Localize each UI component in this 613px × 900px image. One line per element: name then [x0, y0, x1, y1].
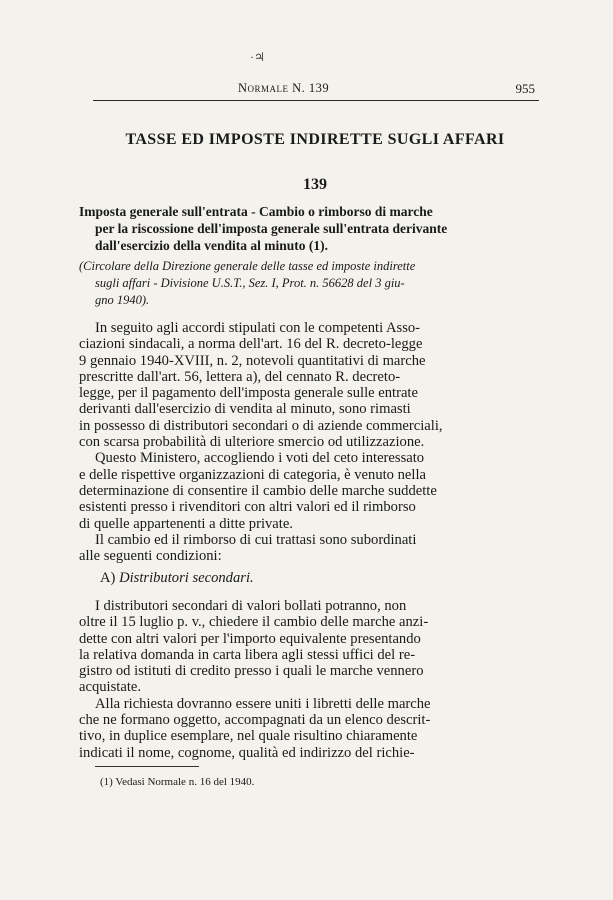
text-line: tivo, in duplice esemplare, nel quale risultino chiaramente — [79, 728, 418, 745]
subsection-prefix: A) — [100, 570, 116, 586]
text-line: I distributori secondari di valori bollati potranno, non — [95, 598, 407, 614]
text-line: dette con altri valori per l'importo equivalente presentando — [79, 630, 421, 647]
text-line: oltre il 15 luglio p. v., chiedere il cambio delle marche anzi- — [79, 614, 429, 631]
footnote: (1) Vedasi Normale n. 16 del 1940. — [100, 776, 255, 788]
printer-mark: ·♃ — [250, 50, 265, 64]
footnote-rule — [95, 766, 199, 767]
text-line: derivanti dall'esercizio di vendita al minuto, sono rimasti — [79, 401, 411, 418]
text-line: Questo Ministero, accogliendo i voti del ceto interessato — [95, 450, 425, 467]
running-head: Normale N. 139 — [238, 81, 330, 95]
text-line: gistro od istituti di credito presso i quali le marche vennero — [79, 663, 424, 680]
text-line: di quelle appartenenti a ditte private. — [79, 515, 293, 532]
text-line: prescritte dall'art. 56, lettera a), del cennato R. decreto- — [79, 368, 401, 385]
text-line: determinazione di consentire il cambio delle marche suddette — [79, 482, 437, 499]
text-line: 9 gennaio 1940-XVIII, n. 2, notevoli quantitativi di marche — [79, 352, 426, 369]
page-number: 955 — [515, 81, 535, 96]
text-line: Alla richiesta dovranno essere uniti i libretti delle marche — [95, 695, 431, 712]
circular-line: sugli affari - Divisione U.S.T., Sez. I, Prot. n. 56628 del 3 giu- — [95, 276, 405, 290]
subject-line: per la riscossione dell'imposta generale sull'entrata derivante — [95, 221, 448, 236]
circular-line: (Circolare della Direzione generale delle tasse ed imposte indirette — [79, 259, 416, 273]
text-line: ciazioni sindacali, a norma dell'art. 16 del R. decreto-legge — [79, 336, 423, 353]
body-text — [79, 320, 541, 564]
text-line: che ne formano oggetto, accompagnati da un elenco descrit- — [79, 712, 431, 729]
text-line: e delle rispettive organizzazioni di categoria, è venuto nella — [79, 466, 426, 483]
text-line: alle seguenti condizioni: — [79, 548, 222, 565]
text-line: in possesso di distributori secondari o di aziende commerciali, — [79, 417, 443, 434]
subject-heading — [79, 203, 541, 254]
circular-line: gno 1940). — [95, 293, 150, 307]
text-line: acquistate. — [79, 679, 141, 696]
body-text-section-a — [79, 598, 541, 761]
text-line: indicati il nome, cognome, qualità ed indirizzo del richie- — [79, 744, 415, 761]
subsection-heading — [100, 570, 254, 587]
subject-line: dall'esercizio della vendita al minuto (1). — [95, 238, 328, 253]
text-line: Il cambio ed il rimborso di cui trattasi sono subordinati — [95, 531, 417, 548]
subsection-title: Distributori secondari. — [119, 570, 254, 586]
text-line: In seguito agli accordi stipulati con le competenti Asso- — [95, 320, 421, 336]
header-rule — [93, 100, 539, 101]
section-title: TASSE ED IMPOSTE INDIRETTE SUGLI AFFARI — [125, 131, 505, 148]
subject-line: Imposta generale sull'entrata - Cambio o rimborso di marche — [79, 204, 433, 219]
text-line: legge, per il pagamento dell'imposta generale sulle entrate — [79, 385, 418, 402]
document-number: 139 — [303, 176, 327, 193]
text-line: la relativa domanda in carta libera agli stessi uffici del re- — [79, 646, 416, 663]
circular-reference — [79, 258, 541, 309]
text-line: esistenti presso i rivenditori con altri valori ed il rimborso — [79, 499, 416, 516]
text-line: con scarsa probabilità di ulteriore smercio od utilizzazione. — [79, 434, 425, 451]
